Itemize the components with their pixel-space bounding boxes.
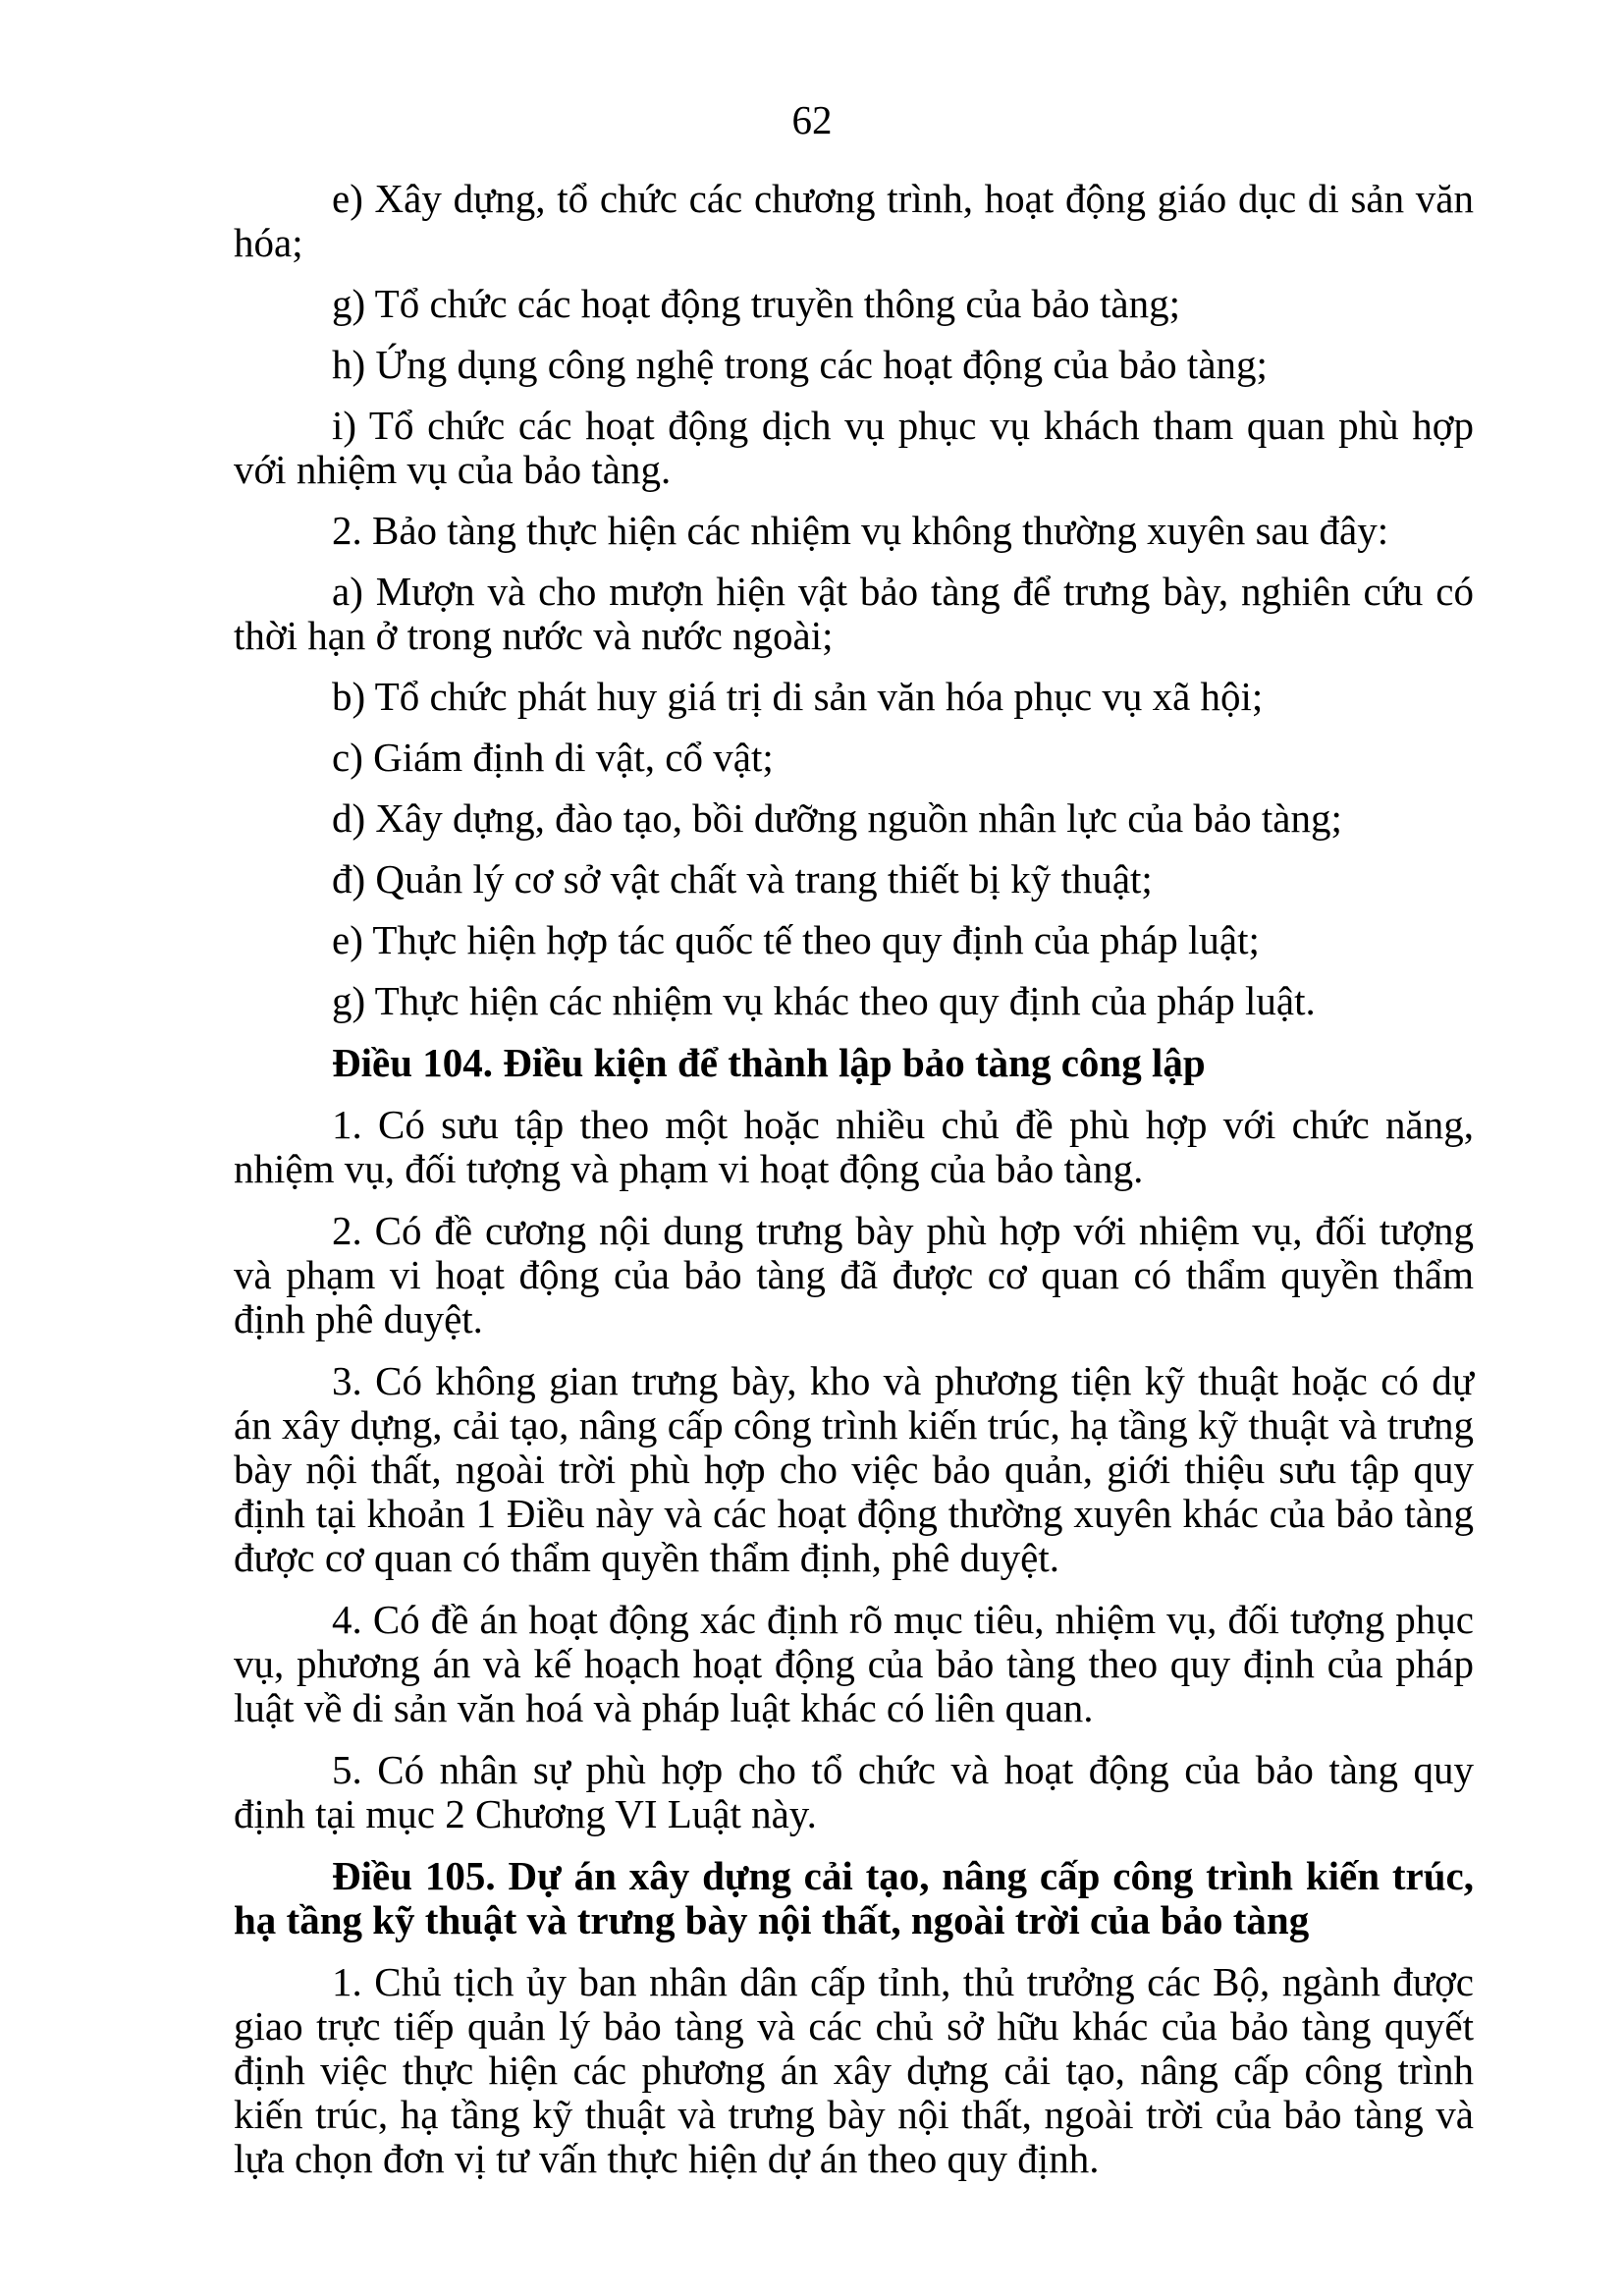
item-e-international-cooperation: e) Thực hiện hợp tác quốc tế theo quy định của pháp luật;: [332, 917, 1260, 962]
article-104-clause-3: 3. Có không gian trưng bày, kho và phương tiện kỹ thuật hoặc có dự án xây dựng, cải tạo, nâng cấp công trình kiến trúc, hạ tầng kỹ thuật và trưng bày nội thất, ngoài trời phù hợp cho việc bảo quản, giới thiệu sưu tập quy định tại khoản 1 Điều này và các hoạt động thường xuyên khác của bảo tàng được cơ quan có thẩm quyền thẩm định, phê duyệt.: [234, 1358, 1474, 1580]
article-104-heading: Điều 104. Điều kiện để thành lập bảo tàng công lập: [332, 1040, 1206, 1085]
document-body: [234, 177, 1474, 2181]
article-104-clause-4: 4. Có đề án hoạt động xác định rõ mục tiêu, nhiệm vụ, đối tượng phục vụ, phương án và kế hoạch hoạt động của bảo tàng theo quy định của pháp luật về di sản văn hoá và pháp luật khác có liên quan.: [234, 1597, 1474, 1730]
item-h-technology: h) Ứng dụng công nghệ trong các hoạt động của bảo tàng;: [332, 342, 1268, 387]
article-104-clause-5: 5. Có nhân sự phù hợp cho tổ chức và hoạt động của bảo tàng quy định tại mục 2 Chương VI Luật này.: [234, 1747, 1474, 1836]
item-a-loan-artifacts: a) Mượn và cho mượn hiện vật bảo tàng để trưng bày, nghiên cứu có thời hạn ở trong nước và nước ngoài;: [234, 569, 1474, 658]
item-b-heritage-value: b) Tổ chức phát huy giá trị di sản văn hóa phục vụ xã hội;: [332, 674, 1264, 719]
page-number: 62: [791, 97, 833, 142]
article-104-clause-1: 1. Có sưu tập theo một hoặc nhiều chủ đề phù hợp với chức năng, nhiệm vụ, đối tượng và phạm vi hoạt động của bảo tàng.: [234, 1102, 1474, 1191]
item-i-visitor-services: i) Tổ chức các hoạt động dịch vụ phục vụ khách tham quan phù hợp với nhiệm vụ của bảo tàng.: [234, 403, 1474, 492]
clause-2-irregular-tasks: 2. Bảo tàng thực hiện các nhiệm vụ không thường xuyên sau đây:: [332, 508, 1389, 553]
item-dd-facilities: đ) Quản lý cơ sở vật chất và trang thiết bị kỹ thuật;: [332, 856, 1153, 902]
item-c-appraisal: c) Giám định di vật, cổ vật;: [332, 735, 774, 780]
article-105-heading: Điều 105. Dự án xây dựng cải tạo, nâng cấp công trình kiến trúc, hạ tầng kỹ thuật và trưng bày nội thất, ngoài trời của bảo tàng: [234, 1853, 1474, 1942]
article-105-clause-1: 1. Chủ tịch ủy ban nhân dân cấp tỉnh, thủ trưởng các Bộ, ngành được giao trực tiếp quản lý bảo tàng và các chủ sở hữu khác của bảo tàng quyết định việc thực hiện các phương án xây dựng cải tạo, nâng cấp công trình kiến trúc, hạ tầng kỹ thuật và trưng bày nội thất, ngoài trời của bảo tàng và lựa chọn đơn vị tư vấn thực hiện dự án theo quy định.: [234, 1959, 1474, 2181]
item-g-other-tasks: g) Thực hiện các nhiệm vụ khác theo quy định của pháp luật.: [332, 978, 1316, 1023]
article-104-clause-2: 2. Có đề cương nội dung trưng bày phù hợp với nhiệm vụ, đối tượng và phạm vi hoạt động của bảo tàng đã được cơ quan có thẩm quyền thẩm định phê duyệt.: [234, 1208, 1474, 1341]
item-g-communication: g) Tổ chức các hoạt động truyền thông của bảo tàng;: [332, 281, 1180, 326]
item-d-human-resources: d) Xây dựng, đào tạo, bồi dưỡng nguồn nhân lực của bảo tàng;: [332, 795, 1342, 841]
item-e-education: e) Xây dựng, tổ chức các chương trình, hoạt động giáo dục di sản văn hóa;: [234, 176, 1474, 265]
